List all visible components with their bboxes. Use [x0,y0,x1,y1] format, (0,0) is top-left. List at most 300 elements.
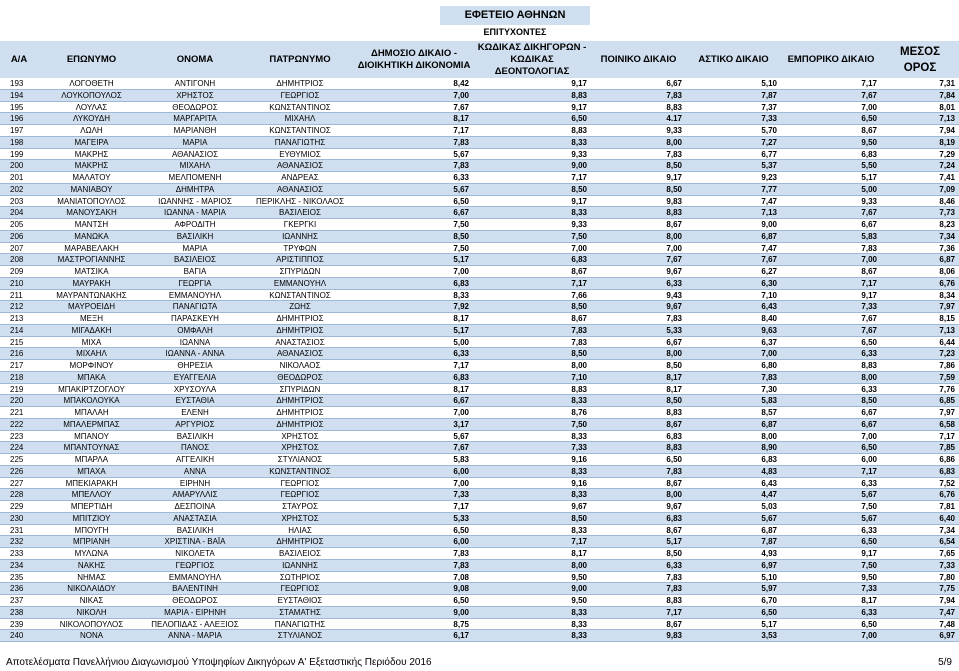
table-row [0,90,959,102]
row-surname: ΜΠΟΥΓΗ [74,525,109,535]
row-aa: 206 [10,231,24,241]
table-row [0,278,959,290]
row-average: 7,17 [939,431,955,441]
row-average: 7,59 [939,372,955,382]
row-firstname: ΒΑΣΙΛΕΙΟΣ [174,255,216,265]
row-public-law: 6,33 [453,349,469,359]
row-commercial-law: 7,00 [861,431,877,441]
row-criminal-law: 8,50 [666,161,682,171]
row-civil-law: 5,97 [761,584,777,594]
row-public-law: 7,67 [453,443,469,453]
row-criminal-law: 6,50 [666,455,682,464]
row-average: 6,54 [939,537,955,547]
row-lawyers-code: 9,67 [571,502,587,511]
row-firstname: ΑΝΤΙΓΟΝΗ [174,79,216,88]
row-criminal-law: 8,83 [666,443,682,453]
row-commercial-law: 7,67 [861,325,877,335]
row-civil-law: 7,83 [761,372,777,382]
row-public-law: 5,67 [453,149,469,159]
row-average: 7,85 [939,443,955,453]
table-row [0,419,959,431]
row-fathername: ΗΛΙΑΣ [288,525,312,535]
row-average: 7,84 [939,90,955,100]
row-criminal-law: 6,83 [666,513,682,523]
table-row [0,431,959,443]
row-surname: ΜΑΝΙΑΒΟΥ [70,184,113,194]
row-commercial-law: 7,00 [861,631,877,641]
row-commercial-law: 6,50 [861,619,877,629]
row-public-law: 6,17 [453,631,469,641]
row-surname: ΜΠΕΡΤΙΔΗ [70,502,113,511]
row-civil-law: 6,87 [761,419,777,429]
row-aa: 201 [10,173,24,182]
row-commercial-law: 6,33 [861,607,877,617]
table-row [0,172,959,184]
row-fathername: ΣΤΑΥΡΟΣ [282,502,318,511]
row-criminal-law: 9,43 [666,290,682,300]
row-surname: ΝΟΝΑ [79,631,104,641]
row-public-law: 8,75 [453,619,469,629]
table-row [0,525,959,537]
row-lawyers-code: 9,33 [571,149,587,159]
row-civil-law: 7,37 [761,102,777,112]
table-row [0,466,959,478]
row-commercial-law: 6,67 [861,220,877,229]
footer-text: Αποτελέσματα Πανελλήνιου Διαγωνισμού Υποψηφίων Δικηγόρων Α' Εξεταστικής Περιόδου 2016 [6,657,432,668]
row-aa: 235 [10,572,24,582]
row-fathername: ΣΠΥΡΙΔΩΝ [279,267,321,276]
row-aa: 197 [10,126,24,135]
row-firstname: ΑΓΓΕΛΙΚΗ [175,455,215,464]
row-aa: 214 [10,325,24,335]
row-commercial-law: 7,17 [861,79,877,88]
row-firstname: ΒΑΣΙΛΙΚΗ [176,231,214,241]
row-fathername: ΑΝΑΣΤΑΣΙΟΣ [275,337,325,347]
row-criminal-law: 9,33 [666,126,682,135]
row-firstname: ΘΕΟΔΩΡΟΣ [172,102,218,112]
table-row [0,113,959,125]
row-aa: 220 [10,396,24,406]
row-surname: ΛΟΓΟΘΕΤΗ [69,79,114,88]
row-average: 6,97 [939,631,955,641]
row-aa: 228 [10,490,24,500]
table-row [0,501,959,513]
row-public-law: 8,42 [453,79,469,88]
row-public-law: 9,08 [453,584,469,594]
row-surname: ΝΙΚΟΛΗ [76,607,107,617]
row-public-law: 8,17 [453,114,469,124]
row-public-law: 7,83 [453,549,469,558]
row-criminal-law: 7,00 [666,243,682,253]
row-public-law: 9,00 [453,607,469,617]
table-row [0,489,959,501]
row-firstname: ΜΑΡΓΑΡΙΤΑ [173,114,217,124]
row-criminal-law: 9,17 [666,173,682,182]
row-criminal-law: 8,00 [666,349,682,359]
row-aa: 227 [10,478,24,488]
header-firstname: ΟΝΟΜΑ [176,53,214,65]
row-criminal-law: 8,83 [666,596,682,605]
row-commercial-law: 6,50 [861,337,877,347]
row-public-law: 6,00 [453,537,469,547]
row-aa: 238 [10,607,24,617]
row-average: 7,41 [939,173,955,182]
row-lawyers-code: 9,17 [571,79,587,88]
table-row [0,360,959,372]
row-criminal-law: 8,17 [666,384,682,394]
row-firstname: ΒΑΣΙΛΙΚΗ [176,431,214,441]
table-row [0,137,959,149]
table-row [0,301,959,313]
row-fathername: ΑΝΔΡΕΑΣ [281,173,319,182]
row-firstname: ΧΡΙΣΤΙΝΑ - ΒΑΪΑ [164,537,226,547]
row-public-law: 7,83 [453,137,469,147]
row-aa: 222 [10,419,24,429]
row-aa: 193 [10,79,24,88]
row-surname: ΜΑΚΡΗΣ [74,161,109,171]
table-row [0,630,959,642]
row-lawyers-code: 7,00 [571,243,587,253]
row-commercial-law: 6,67 [861,408,877,417]
row-aa: 217 [10,361,24,370]
row-fathername: ΔΗΜΗΤΡΙΟΣ [276,79,324,88]
row-commercial-law: 5,67 [861,513,877,523]
row-lawyers-code: 8,00 [571,560,587,570]
row-commercial-law: 7,83 [861,243,877,253]
row-public-law: 5,17 [453,325,469,335]
row-commercial-law: 9,17 [861,549,877,558]
row-lawyers-code: 9,17 [571,102,587,112]
row-fathername: ΤΡΥΦΩΝ [283,243,317,253]
row-criminal-law: 6,67 [666,337,682,347]
row-average: 6,85 [939,396,955,406]
row-civil-law: 7,10 [761,290,777,300]
header-average: ΜΕΣΟΣ ΟΡΟΣ [900,45,940,74]
row-civil-law: 8,57 [761,408,777,417]
row-average: 8,06 [939,267,955,276]
row-public-law: 5,67 [453,431,469,441]
row-firstname: ΑΜΑΡΥΛΛΙΣ [172,490,218,500]
row-surname: ΛΟΥΚΟΠΟΥΛΟΣ [61,90,122,100]
row-lawyers-code: 8,33 [571,607,587,617]
row-surname: ΝΗΜΑΣ [77,572,106,582]
row-public-law: 7,67 [453,102,469,112]
row-civil-law: 9,00 [761,220,777,229]
row-lawyers-code: 8,33 [571,631,587,641]
row-average: 7,47 [939,607,955,617]
row-civil-law: 6,70 [761,596,777,605]
row-average: 7,52 [939,478,955,488]
row-average: 7,24 [939,161,955,171]
row-average: 7,13 [939,114,955,124]
row-average: 7,73 [939,208,955,218]
row-public-law: 5,67 [453,184,469,194]
row-firstname: ΜΑΡΙΑ - ΕΙΡΗΝΗ [164,607,226,617]
row-firstname: ΑΝΝΑ - ΜΑΡΙΑ [168,631,222,641]
row-aa: 239 [10,619,24,629]
row-public-law: 7,33 [453,490,469,500]
row-public-law: 6,83 [453,278,469,288]
row-criminal-law: 9,67 [666,502,682,511]
results-table [0,78,959,642]
row-aa: 216 [10,349,24,359]
row-surname: ΜΙΧΑΗΛ [76,349,107,359]
row-surname: ΜΙΧΑ [81,337,102,347]
row-aa: 211 [10,290,23,300]
row-lawyers-code: 9,50 [571,572,587,582]
row-surname: ΜΠΕΛΛΟΥ [71,490,112,500]
row-aa: 234 [10,560,24,570]
row-aa: 231 [10,525,24,535]
row-firstname: ΝΙΚΟΛΕΤΑ [175,549,215,558]
row-average: 7,36 [939,243,955,253]
row-commercial-law: 8,50 [861,396,877,406]
header-civil-law: ΑΣΤΙΚΟ ΔΙΚΑΙΟ [698,53,769,65]
row-criminal-law: 6,33 [666,278,682,288]
row-criminal-law: 6,33 [666,560,682,570]
row-fathername: ΓΚΕΡΓΚΙ [283,220,317,229]
row-public-law: 8,17 [453,384,469,394]
row-civil-law: 3,53 [761,631,777,641]
row-average: 7,34 [939,525,955,535]
row-commercial-law: 6,33 [861,384,877,394]
row-fathername: ΑΘΑΝΑΣΙΟΣ [276,184,324,194]
row-public-law: 7,08 [453,572,469,582]
row-lawyers-code: 8,83 [571,90,587,100]
row-commercial-law: 6,00 [861,455,877,464]
row-public-law: 7,00 [453,408,469,417]
row-fathername: ΚΩΝΣΤΑΝΤΙΝΟΣ [269,290,331,300]
header-lawyers-code: ΚΩΔΙΚΑΣ ΔΙΚΗΓΟΡΩΝ - ΚΩΔΙΚΑΣ ΔΕΟΝΤΟΛΟΓΙΑΣ [477,41,587,77]
row-criminal-law: 8,67 [666,619,682,629]
row-aa: 204 [10,208,24,218]
row-criminal-law: 8,50 [666,361,682,370]
page-number: 5/9 [938,657,952,668]
row-public-law: 7,50 [453,243,469,253]
row-commercial-law: 8,83 [861,361,877,370]
row-fathername: ΠΑΝΑΓΙΩΤΗΣ [274,619,326,629]
row-civil-law: 9,63 [761,325,777,335]
row-surname: ΛΥΚΟΥΔΗ [72,114,110,124]
row-surname: ΜΑΥΡΑΝΤΩΝΑΚΗΣ [56,290,127,300]
row-commercial-law: 7,17 [861,278,877,288]
row-public-law: 7,00 [453,478,469,488]
row-firstname: ΜΕΛΠΟΜΕΝΗ [168,173,222,182]
row-firstname: ΔΕΣΠΟΙΝΑ [174,502,216,511]
row-average: 8,19 [939,137,955,147]
header-aa: Α/Α [10,53,28,65]
row-lawyers-code: 9,50 [571,596,587,605]
page-subtitle: ΕΠΙΤΥΧΟΝΤΕΣ [483,27,547,37]
row-surname: ΜΑΥΡΑΚΗ [72,278,111,288]
row-surname: ΜΑΝΩΚΑ [74,231,109,241]
row-firstname: ΠΑΝΟΣ [180,443,210,453]
row-surname: ΜΠΑΚΟΛΟΥΚΑ [63,396,120,406]
row-fathername: ΚΩΝΣΤΑΝΤΙΝΟΣ [269,126,331,135]
row-public-law: 8,50 [453,231,469,241]
row-lawyers-code: 9,17 [571,196,587,206]
row-civil-law: 7,87 [761,537,777,547]
row-public-law: 7,50 [453,220,469,229]
row-lawyers-code: 8,83 [571,384,587,394]
row-commercial-law: 7,00 [861,255,877,265]
row-fathername: ΑΘΑΝΑΣΙΟΣ [276,349,324,359]
row-civil-law: 6,43 [761,478,777,488]
row-aa: 236 [10,584,24,594]
row-public-law: 6,33 [453,173,469,182]
row-aa: 208 [10,255,24,265]
row-civil-law: 7,87 [761,90,777,100]
row-commercial-law: 5,50 [861,161,877,171]
row-surname: ΜΥΛΩΝΑ [74,549,109,558]
row-public-law: 7,17 [453,361,469,370]
row-firstname: ΓΕΩΡΓΙΑ [178,278,212,288]
row-fathername: ΔΗΜΗΤΡΙΟΣ [276,419,324,429]
row-civil-law: 6,37 [761,337,777,347]
row-commercial-law: 7,17 [861,466,877,476]
row-surname: ΜΠΙΤΖΙΟΥ [72,513,111,523]
row-criminal-law: 8,00 [666,137,682,147]
row-fathername: ΔΗΜΗΤΡΙΟΣ [276,408,324,417]
row-firstname: ΙΩΑΝΝΑ [179,337,211,347]
row-commercial-law: 5,67 [861,490,877,500]
row-civil-law: 5,67 [761,513,777,523]
row-fathername: ΣΤΑΜΑΤΗΣ [279,607,321,617]
row-lawyers-code: 8,50 [571,349,587,359]
row-aa: 237 [10,596,24,605]
table-row [0,607,959,619]
row-criminal-law: 9,67 [666,267,682,276]
row-aa: 199 [10,149,24,159]
row-criminal-law: 7,83 [666,584,682,594]
row-criminal-law: 7,83 [666,149,682,159]
row-average: 6,76 [939,278,955,288]
row-fathername: ΓΕΩΡΓΙΟΣ [280,490,320,500]
row-average: 7,65 [939,549,955,558]
table-row [0,337,959,349]
row-public-law: 5,17 [453,255,469,265]
row-firstname: ΜΙΧΑΗΛ [179,161,211,171]
row-fathername: ΔΗΜΗΤΡΙΟΣ [276,396,324,406]
row-civil-law: 6,80 [761,361,777,370]
row-lawyers-code: 6,83 [571,255,587,265]
row-firstname: ΒΑΣΙΛΙΚΗ [176,525,214,535]
table-row [0,583,959,595]
row-lawyers-code: 8,00 [571,361,587,370]
row-aa: 203 [10,196,24,206]
table-header [0,41,959,78]
row-commercial-law: 7,50 [861,560,877,570]
table-row [0,454,959,466]
row-civil-law: 5,17 [761,619,777,629]
row-lawyers-code: 8,33 [571,208,587,218]
row-lawyers-code: 8,67 [571,267,587,276]
row-surname: ΛΩΛΗ [80,126,103,135]
row-aa: 225 [10,455,24,464]
row-fathername: ΒΑΣΙΛΕΙΟΣ [279,208,321,218]
row-civil-law: 6,87 [761,231,777,241]
row-aa: 230 [10,513,24,523]
row-surname: ΜΠΕΚΙΑΡΑΚΗ [65,478,118,488]
row-civil-law: 8,90 [761,443,777,453]
row-commercial-law: 7,33 [861,584,877,594]
row-aa: 240 [10,631,24,641]
row-firstname: ΑΝΝΑ [183,466,207,476]
row-firstname: ΟΜΦΑΛΗ [177,325,213,335]
table-row [0,207,959,219]
row-civil-law: 7,33 [761,114,777,124]
row-fathername: ΘΕΟΔΩΡΟΣ [277,372,323,382]
row-civil-law: 5,10 [761,79,777,88]
row-average: 7,86 [939,361,955,370]
table-row [0,513,959,525]
row-aa: 221 [10,408,24,417]
row-criminal-law: 8,83 [666,408,682,417]
row-firstname: ΑΦΡΟΔΙΤΗ [174,220,216,229]
table-row [0,560,959,572]
row-lawyers-code: 9,00 [571,584,587,594]
row-surname: ΜΠΑΛΕΡΜΠΑΣ [63,419,120,429]
row-lawyers-code: 8,50 [571,513,587,523]
table-row [0,619,959,631]
row-criminal-law: 7,83 [666,314,682,323]
row-firstname: ΙΩΑΝΝΗΣ - ΜΑΡΙΟΣ [158,196,232,206]
row-average: 7,97 [939,302,955,312]
table-row [0,196,959,208]
table-row [0,184,959,196]
row-commercial-law: 7,50 [861,502,877,511]
row-criminal-law: 5,17 [666,537,682,547]
row-commercial-law: 5,00 [861,184,877,194]
row-lawyers-code: 9,33 [571,220,587,229]
row-criminal-law: 8,17 [666,372,682,382]
row-public-law: 3,17 [453,419,469,429]
row-fathername: ΧΡΗΣΤΟΣ [281,431,319,441]
row-lawyers-code: 8,33 [571,525,587,535]
row-average: 8,46 [939,196,955,206]
row-average: 6,86 [939,455,955,464]
row-public-law: 8,17 [453,314,469,323]
row-surname: ΝΙΚΟΛΟΠΟΥΛΟΣ [59,619,124,629]
row-surname: ΜΑΣΤΡΟΓΙΑΝΝΗΣ [57,255,126,265]
row-fathername: ΔΗΜΗΤΡΙΟΣ [276,325,324,335]
row-average: 7,34 [939,231,955,241]
table-row [0,348,959,360]
row-firstname: ΕΜΜΑΝΟΥΗΛ [168,572,222,582]
row-lawyers-code: 7,33 [571,443,587,453]
row-surname: ΜΠΑΧΑ [77,466,106,476]
row-lawyers-code: 8,50 [571,302,587,312]
row-criminal-law: 8,50 [666,396,682,406]
row-lawyers-code: 7,83 [571,337,587,347]
table-row [0,407,959,419]
row-fathername: ΧΡΗΣΤΟΣ [281,443,319,453]
row-surname: ΜΠΑΡΛΑ [74,455,109,464]
header-commercial-law: ΕΜΠΟΡΙΚΟ ΔΙΚΑΙΟ [787,53,875,65]
table-row [0,102,959,114]
row-criminal-law: 6,67 [666,79,682,88]
row-average: 7,09 [939,184,955,194]
row-criminal-law: 8,67 [666,478,682,488]
row-aa: 195 [10,102,24,112]
row-criminal-law: 7,17 [666,607,682,617]
row-criminal-law: 8,67 [666,419,682,429]
row-firstname: ΠΑΝΑΓΙΩΤΑ [172,302,218,312]
table-row [0,160,959,172]
row-criminal-law: 5,33 [666,325,682,335]
row-fathername: ΓΕΩΡΓΙΟΣ [280,584,320,594]
table-row [0,325,959,337]
